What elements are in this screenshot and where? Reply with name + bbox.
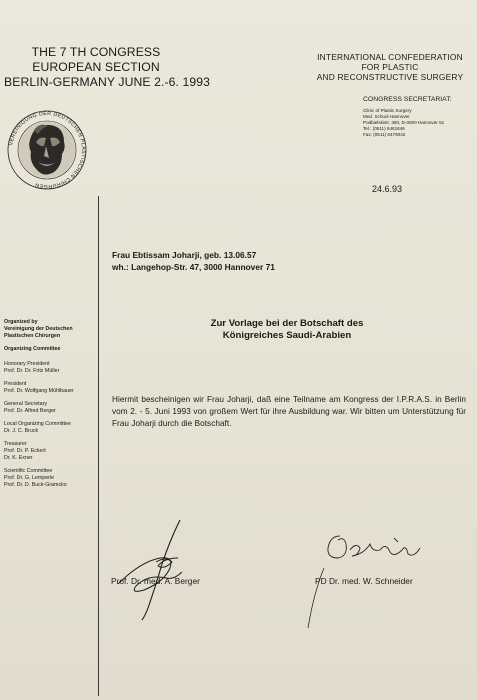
confederation-heading [300,52,477,82]
role-local-committee [4,421,96,435]
role-name: Prof. Dr. Dr. Fritz Müller [4,368,60,374]
role-name: Prof. Dr. Wolfgang Mühlbauer [4,388,74,394]
role-name: Dr. K. Exner [4,455,33,461]
svg-text:VEREINIGUNG DER DEUTSCHEN PLAS: VEREINIGUNG DER DEUTSCHEN PLASTISCHEN CHIRURGEN [8,110,87,190]
secretariat-line: Med. School Hannover [363,114,410,119]
role-title: General Secretary [4,401,47,407]
letter-date: 24.6.93 [372,184,403,194]
signer-berger: Prof. Dr. med. A. Berger [111,576,200,586]
society-seal-logo [4,100,90,194]
confederation-line-1: INTERNATIONAL CONFEDERATION [317,52,463,62]
subject-line-1: Zur Vorlage bei der Botschaft des [210,318,364,329]
committee-heading: Organizing Committee [4,346,61,352]
organizer-line: Organized by [4,319,38,325]
role-general-secretary [4,401,96,415]
role-scientific-committee [4,468,96,489]
recipient-address [112,249,275,273]
role-treasurer [4,441,96,462]
organizer-line: Vereinigung der Deutschen [4,326,73,332]
confederation-line-2: FOR PLASTIC [361,62,419,72]
secretariat-line: Tel.: (0511) 6461646 [363,126,405,131]
recipient-line-1: Frau Ebtissam Joharji, geb. 13.06.57 [112,250,257,260]
role-name: Dr. J. C. Bruck [4,428,39,434]
role-title: Treasurer [4,441,27,447]
congress-line-3: BERLIN-GERMANY JUNE 2.-6. 1993 [4,75,210,89]
secretariat-line: Fax: (0511) 6479042 [363,132,406,137]
secretariat-line: Podbielskistr. 380, D-3000 Hannover 51 [363,120,445,125]
role-title: Scientific Committee [4,468,53,474]
role-honorary-president [4,361,96,375]
role-title: President [4,381,27,387]
organizer-block [4,319,96,340]
congress-line-1: THE 7 TH CONGRESS [31,45,161,59]
congress-line-2: EUROPEAN SECTION [32,60,160,74]
congress-heading [4,45,210,90]
signature-berger [100,512,210,622]
organizer-line: Plastischen Chirurgen [4,333,61,339]
role-name: Prof. Dr. P. Eckert [4,448,46,454]
recipient-line-2: wh.: Langehop-Str. 47, 3000 Hannover 71 [112,262,275,272]
role-title: Honorary President [4,361,50,367]
role-title: Local Organizing Committee [4,421,71,427]
secretariat-title: CONGRESS SECRETARIAT: [363,96,452,103]
subject-line-2: Königreiches Saudi-Arabien [222,330,352,341]
secretariat-line: Clinic of Plastic Surgery [363,108,412,113]
secretariat-block [363,96,452,138]
role-name: Prof. Dr. D. Buck-Gramcko [4,482,67,488]
margin-divider [98,196,99,696]
confederation-line-3: AND RECONSTRUCTIVE SURGERY [316,72,464,82]
subject-heading [112,318,462,342]
letter-body: Hiermit bescheinigen wir Frau Joharji, daß eine Teilname am Kongress der I.P.R.A.S. in Berlin vom 2. - 5. Juni 1993 von großem Wert für ihre Ausbildung war. Wir bitten um Unterstützung für Frau Joharji durch die Botschaft. [112,395,466,428]
role-president [4,381,96,395]
signer-schneider: PD Dr. med. W. Schneider [315,576,413,586]
role-name: Prof. Dr. Alfred Berger [4,408,56,414]
role-name: Prof. Dr. G. Lemperle [4,475,55,481]
committee-sidebar [4,319,96,495]
